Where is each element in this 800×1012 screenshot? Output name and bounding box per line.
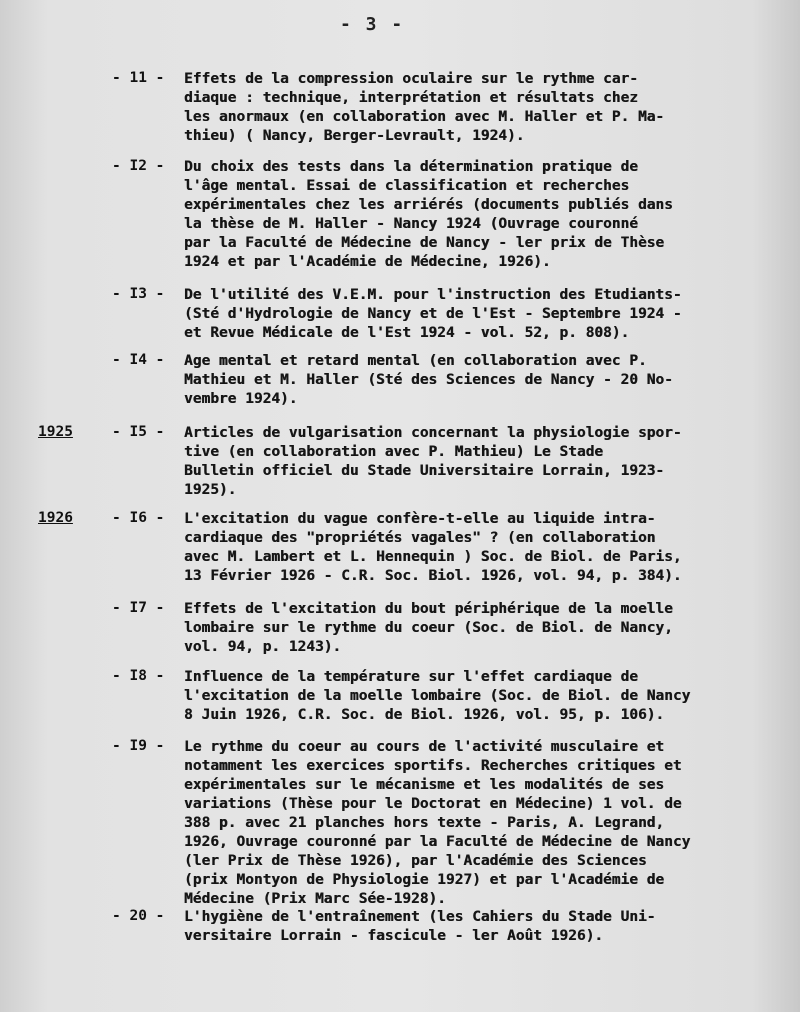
entry-line: De l'utilité des V.E.M. pour l'instruction des Etudiants- [184, 287, 682, 303]
year-1926: 1926 [38, 510, 73, 526]
entry-line: l'âge mental. Essai de classification et recherches [184, 178, 630, 194]
entry-12 [112, 158, 673, 272]
entry-14 [112, 352, 673, 409]
entry-line: L'hygiène de l'entraînement (les Cahiers du Stade Uni- [184, 909, 656, 925]
entry-number: - I5 - [112, 424, 165, 440]
entry-line: les anormaux (en collaboration avec M. Haller et P. Ma- [184, 109, 665, 125]
entry-line: (Sté d'Hydrologie de Nancy et de l'Est - Septembre 1924 - [184, 306, 682, 322]
entry-line: 13 Février 1926 - C.R. Soc. Biol. 1926, vol. 94, p. 384). [184, 568, 682, 584]
entry-16 [112, 510, 682, 586]
entry-line: 1924 et par l'Académie de Médecine, 1926). [184, 254, 551, 270]
entry-line: Mathieu et M. Haller (Sté des Sciences de Nancy - 20 No- [184, 372, 673, 388]
entry-line: la thèse de M. Haller - Nancy 1924 (Ouvrage couronné [184, 216, 638, 232]
entry-line: Influence de la température sur l'effet cardiaque de [184, 669, 638, 685]
entry-line: Le rythme du coeur au cours de l'activité musculaire et [184, 739, 665, 755]
entry-15 [112, 424, 682, 500]
entry-number: - I3 - [112, 286, 165, 302]
entry-line: diaque : technique, interprétation et résultats chez [184, 90, 638, 106]
entry-line: Articles de vulgarisation concernant la physiologie spor- [184, 425, 682, 441]
entry-line: (ler Prix de Thèse 1926), par l'Académie des Sciences [184, 853, 647, 869]
entry-line: Bulletin officiel du Stade Universitaire Lorrain, 1923- [184, 463, 665, 479]
entry-line: vembre 1924). [184, 391, 298, 407]
entry-line: (prix Montyon de Physiologie 1927) et par l'Académie de [184, 872, 665, 888]
entry-number: - I8 - [112, 668, 165, 684]
entry-line: Age mental et retard mental (en collaboration avec P. [184, 353, 647, 369]
entry-number: - I6 - [112, 510, 165, 526]
entry-line: expérimentales chez les arriérés (documents publiés dans [184, 197, 673, 213]
entry-line: l'excitation de la moelle lombaire (Soc. de Biol. de Nancy [184, 688, 691, 704]
entry-number: - I2 - [112, 158, 165, 174]
entry-line: 1925). [184, 482, 237, 498]
entry-line: Médecine (Prix Marc Sée-1928). [184, 891, 446, 907]
entry-line: par la Faculté de Médecine de Nancy - ler prix de Thèse [184, 235, 665, 251]
entry-line: 388 p. avec 21 planches hors texte - Paris, A. Legrand, [184, 815, 665, 831]
entry-18 [112, 668, 690, 725]
entry-line: Effets de l'excitation du bout périphérique de la moelle [184, 601, 673, 617]
entry-line: expérimentales sur le mécanisme et les modalités de ses [184, 777, 665, 793]
entry-line: 1926, Ouvrage couronné par la Faculté de Médecine de Nancy [184, 834, 691, 850]
entry-line: Effets de la compression oculaire sur le rythme car- [184, 71, 638, 87]
entry-line: 8 Juin 1926, C.R. Soc. de Biol. 1926, vol. 95, p. 106). [184, 707, 665, 723]
entry-17 [112, 600, 673, 657]
entry-13 [112, 286, 682, 343]
year-1925: 1925 [38, 424, 73, 440]
entry-19 [112, 738, 690, 909]
entry-line: thieu) ( Nancy, Berger-Levrault, 1924). [184, 128, 525, 144]
entry-line: cardiaque des "propriétés vagales" ? (en collaboration [184, 530, 656, 546]
entry-line: variations (Thèse pour le Doctorat en Médecine) 1 vol. de [184, 796, 682, 812]
entry-line: vol. 94, p. 1243). [184, 639, 342, 655]
entry-number: - 20 - [112, 908, 165, 924]
entry-line: lombaire sur le rythme du coeur (Soc. de Biol. de Nancy, [184, 620, 673, 636]
entry-number: - I4 - [112, 352, 165, 368]
entry-11 [112, 70, 664, 146]
entry-number: - 11 - [112, 70, 165, 86]
entry-number: - I7 - [112, 600, 165, 616]
entry-number: - I9 - [112, 738, 165, 754]
entry-line: et Revue Médicale de l'Est 1924 - vol. 52, p. 808). [184, 325, 630, 341]
page-number: - 3 - [340, 14, 405, 35]
entry-line: tive (en collaboration avec P. Mathieu) Le Stade [184, 444, 604, 460]
entry-line: L'excitation du vague confère-t-elle au liquide intra- [184, 511, 656, 527]
entry-20 [112, 908, 655, 946]
entry-line: avec M. Lambert et L. Hennequin ) Soc. de Biol. de Paris, [184, 549, 682, 565]
entry-line: notamment les exercices sportifs. Recherches critiques et [184, 758, 682, 774]
entry-line: versitaire Lorrain - fascicule - ler Août 1926). [184, 928, 604, 944]
entry-line: Du choix des tests dans la détermination pratique de [184, 159, 638, 175]
